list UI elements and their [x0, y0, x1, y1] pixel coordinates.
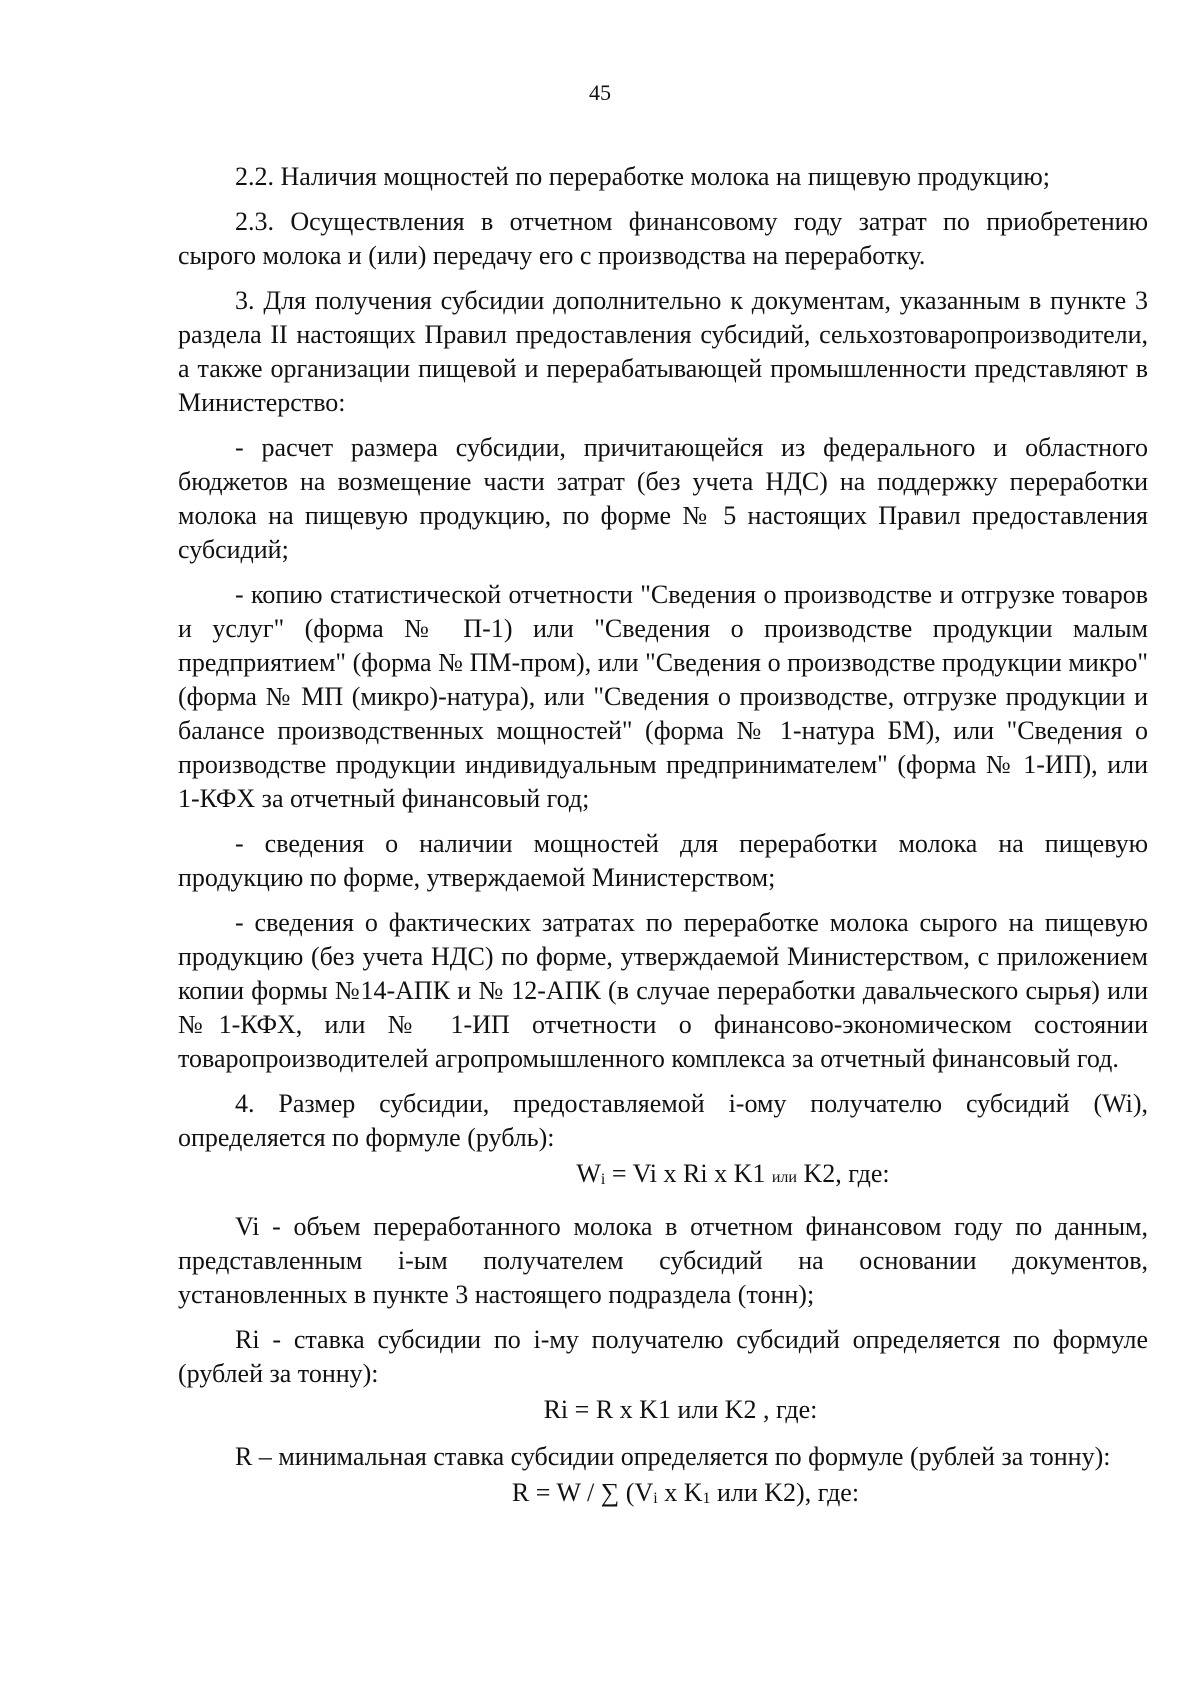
- definition-vi: Vi - объем переработанного молока в отчетном финансовом году по данным, представленным i-ым получателем субсидий на основании документов, установленных в пункте 3 настоящего подраздела (тонн);: [178, 1212, 1148, 1309]
- formula-r: R = W / ∑ (Vi x K1 или K2), где:: [511, 1478, 860, 1507]
- paragraph-2-2: 2.2. Наличия мощностей по переработке молока на пищевую продукцию;: [235, 162, 1051, 191]
- document-body: [178, 160, 1148, 1529]
- page-number: 45: [589, 80, 611, 105]
- formula-ri: Ri = R x K1 или K2 , где:: [543, 1395, 818, 1424]
- paragraph-2-3: 2.3. Осуществления в отчетном финансовому году затрат по приобретению сырого молока и (или) передачу его с производства на переработку.: [178, 207, 1148, 270]
- list-item-subsidy-calculation: - расчет размера субсидии, причитающейся из федерального и областного бюджетов на возмещение части затрат (без учета НДС) на поддержку переработки молока на пищевую продукцию, по форме № 5 настоящих Правил предоставления субсидий;: [178, 433, 1148, 564]
- paragraph-3: 3. Для получения субсидии дополнительно к документам, указанным в пункте 3 раздела II настоящих Правил предоставления субсидий, сельхозтоваропроизводители, а также организации пищевой и перерабатывающей промышленности представляют в Министерство:: [178, 286, 1148, 417]
- list-item-statistical-report: - копию статистической отчетности "Сведения о производстве и отгрузке товаров и услуг" (форма № П-1) или "Сведения о производстве продукции малым предприятием" (форма № ПМ-пром), или "Сведения о производстве продукции микро" (форма № МП (микро)-натура), или "Сведения о производстве, отгрузке продукции и балансе производственных мощностей" (форма № 1-натура БМ), или "Сведения о производстве продукции индивидуальным предпринимателем" (форма № 1-ИП), или 1-КФХ за отчетный финансовый год;: [178, 580, 1148, 813]
- definition-ri: Ri - ставка субсидии по i-му получателю субсидий определяется по формуле (рублей за тонну):: [178, 1325, 1148, 1388]
- formula-wi: Wi = Vi x Ri x K1 или K2, где:: [576, 1159, 890, 1188]
- list-item-capacity-info: - сведения о наличии мощностей для переработки молока на пищевую продукцию по форме, утверждаемой Министерством;: [178, 829, 1148, 892]
- list-item-actual-costs: - сведения о фактических затратах по переработке молока сырого на пищевую продукцию (без учета НДС) по форме, утверждаемой Министерством, с приложением копии формы №14-АПК и № 12-АПК (в случае переработки давальческого сырья) или №1-КФХ, или № 1-ИП отчетности о финансово-экономическом состоянии товаропроизводителей агропромышленного комплекса за отчетный финансовый год.: [178, 908, 1148, 1073]
- definition-r: R – минимальная ставка субсидии определяется по формуле (рублей за тонну):: [235, 1442, 1111, 1471]
- paragraph-4: 4. Размер субсидии, предоставляемой i-ому получателю субсидий (Wi), определяется по формуле (рубль):: [178, 1089, 1148, 1152]
